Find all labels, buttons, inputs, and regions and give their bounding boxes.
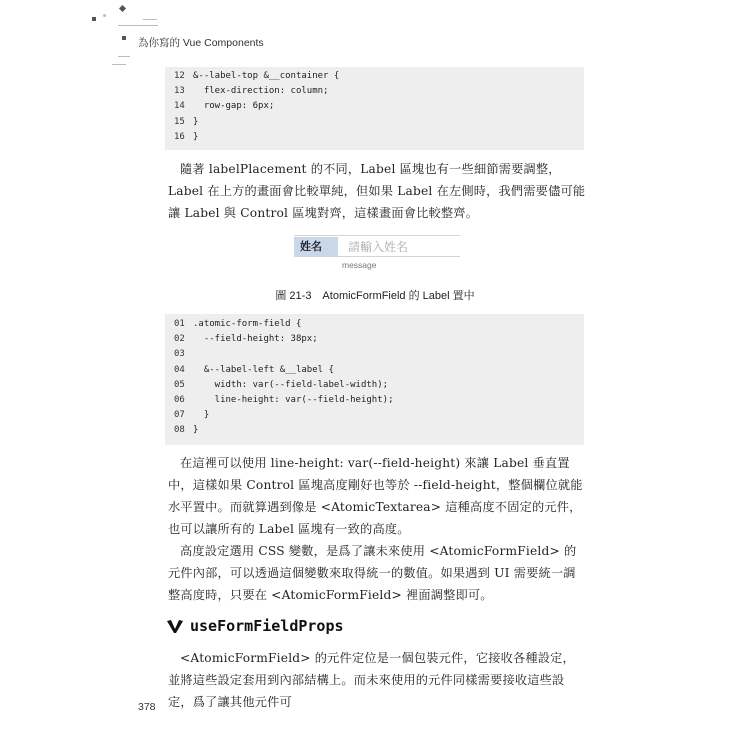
code-block [165, 314, 584, 445]
code-text: } [193, 116, 199, 127]
code-line [165, 332, 584, 347]
line-number: 07 [174, 410, 185, 421]
line-number: 13 [174, 86, 185, 97]
form-field-figure [294, 233, 460, 273]
paragraph: 隨著 labelPlacement 的不同，Label 區塊也有一些細節需要調整，Label 在上方的畫面會比較單純，但如果 Label 在左側時，我們需要儘可能讓 Label 與 Control 區塊對齊，這樣畫面會比較整齊。 [168, 162, 586, 220]
paragraph: 在這裡可以使用 line-height: var(--field-height) 來讓 Label 垂直置中，這樣如果 Control 區塊高度剛好也等於 --field-height，整個欄位就能水平置中。而就算遇到像是 <AtomicTextarea> 這種高度不固定的元件，也可以讓所有的 Label 區塊有一致的高度。 [168, 456, 583, 536]
line-number: 01 [174, 319, 185, 329]
code-line [165, 347, 584, 362]
code-text: width: var(--field-label-width); [193, 379, 389, 390]
code-text: } [193, 425, 199, 436]
code-line [165, 408, 584, 423]
running-header: 為你寫的 Vue Components [138, 37, 264, 49]
code-text: line-height: var(--field-height); [193, 394, 394, 405]
divider [294, 256, 460, 257]
line-number: 06 [174, 394, 185, 405]
decorative-line [118, 56, 130, 57]
decorative-diamond [119, 5, 126, 12]
line-number: 15 [174, 116, 185, 127]
decorative-line [143, 19, 157, 20]
code-line [165, 423, 584, 438]
paragraph: <AtomicFormField> 的元件定位是一個包裝元件，它接收各種設定，並將這些設定套用到內部結構上。而未來使用的元件同樣需要接收這些設定，爲了讓其他元件可 [168, 651, 575, 709]
section-title: useFormFieldProps [190, 617, 344, 635]
figure-caption: 圖 21-3 AtomicFormField 的 Label 置中 [275, 290, 475, 302]
line-number: 12 [174, 71, 185, 81]
code-text: } [193, 131, 199, 142]
decorative-square [92, 17, 96, 21]
decorative-line [118, 25, 158, 26]
divider [294, 235, 460, 236]
line-number: 05 [174, 379, 185, 390]
code-text: .atomic-form-field { [193, 319, 302, 329]
code-text: } [193, 410, 210, 421]
code-line [165, 317, 584, 332]
section-heading [166, 617, 344, 635]
code-text: row-gap: 6px; [193, 101, 275, 112]
decorative-dot [103, 14, 106, 17]
line-number: 04 [174, 364, 185, 375]
code-block [165, 67, 584, 150]
code-text: --field-height: 38px; [193, 334, 318, 345]
line-number: 02 [174, 334, 185, 345]
line-number: 14 [174, 101, 185, 112]
code-line [165, 363, 584, 378]
line-number: 16 [174, 131, 185, 142]
code-text: flex-direction: column; [193, 86, 329, 97]
field-message: message [342, 260, 377, 270]
code-line [165, 99, 584, 114]
code-line [165, 84, 584, 99]
line-number: 03 [174, 349, 185, 360]
code-text: &--label-top &__container { [193, 71, 340, 81]
line-number: 08 [174, 425, 185, 436]
code-line [165, 378, 584, 393]
code-line [165, 115, 584, 130]
code-line [165, 393, 584, 408]
decorative-line [112, 64, 126, 65]
code-text: &--label-left &__label { [193, 364, 334, 375]
code-line [165, 69, 584, 84]
name-input-placeholder: 請輸入姓名 [348, 240, 409, 254]
chevron-mark-icon [166, 618, 184, 634]
field-label: 姓名 [294, 237, 338, 257]
code-line [165, 130, 584, 145]
decorative-square [122, 36, 126, 40]
page-number: 378 [138, 701, 156, 713]
paragraph: 高度設定選用 CSS 變數，是爲了讓未來使用 <AtomicFormField> 的元件內部，可以透過這個變數來取得統一的數值。如果遇到 UI 需要統一調整高度時，只要在 <AtomicFormField> 裡面調整即可。 [168, 544, 577, 602]
